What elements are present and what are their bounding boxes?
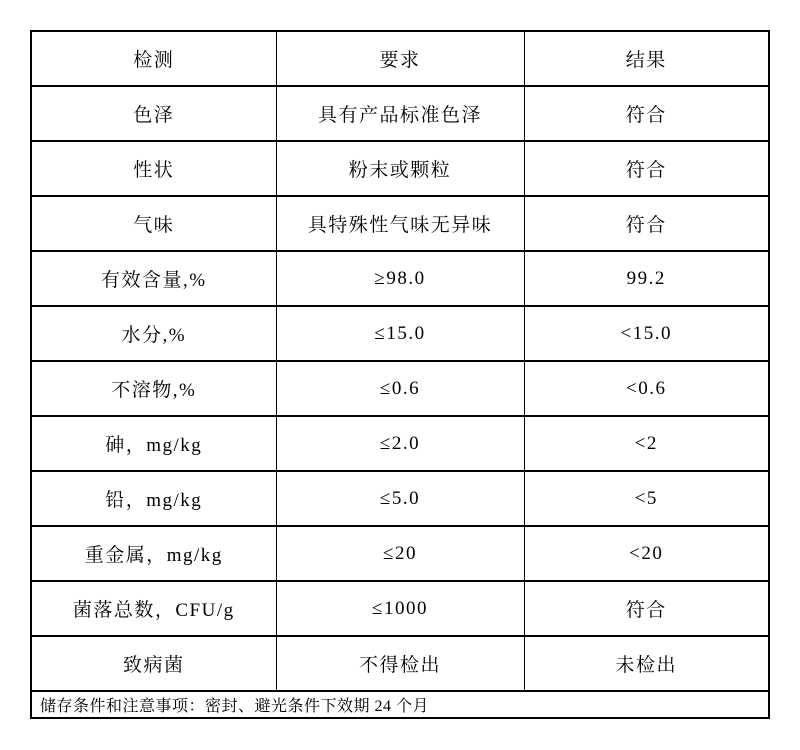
test-item-cell: 菌落总数，CFU/g [31, 581, 276, 636]
test-item-cell: 有效含量,% [31, 251, 276, 306]
requirement-cell: 具有产品标准色泽 [276, 86, 524, 141]
result-cell: 符合 [524, 581, 769, 636]
result-cell: <20 [524, 526, 769, 581]
table-row [31, 306, 769, 361]
result-cell: <0.6 [524, 361, 769, 416]
table-row [31, 471, 769, 526]
test-item-cell: 性状 [31, 141, 276, 196]
requirement-cell: 具特殊性气味无异味 [276, 196, 524, 251]
test-item-cell: 重金属，mg/kg [31, 526, 276, 581]
test-item-cell: 不溶物,% [31, 361, 276, 416]
requirement-cell: ≤15.0 [276, 306, 524, 361]
requirement-cell: ≤2.0 [276, 416, 524, 471]
test-item-cell: 致病菌 [31, 636, 276, 691]
result-cell: 未检出 [524, 636, 769, 691]
header-row [31, 31, 769, 86]
result-cell: 符合 [524, 141, 769, 196]
result-cell: <5 [524, 471, 769, 526]
result-cell: 符合 [524, 86, 769, 141]
requirement-cell: ≤5.0 [276, 471, 524, 526]
header-requirement: 要求 [276, 31, 524, 86]
table-row [31, 141, 769, 196]
requirement-cell: ≤0.6 [276, 361, 524, 416]
table-body [31, 86, 769, 691]
result-cell: <2 [524, 416, 769, 471]
result-cell: 符合 [524, 196, 769, 251]
table-row [31, 636, 769, 691]
inspection-table [30, 30, 770, 719]
requirement-cell: ≥98.0 [276, 251, 524, 306]
test-item-cell: 砷，mg/kg [31, 416, 276, 471]
requirement-cell: 不得检出 [276, 636, 524, 691]
result-cell: 99.2 [524, 251, 769, 306]
test-item-cell: 水分,% [31, 306, 276, 361]
table-row [31, 196, 769, 251]
test-item-cell: 铅，mg/kg [31, 471, 276, 526]
header-test: 检测 [31, 31, 276, 86]
table-row [31, 86, 769, 141]
table-row [31, 251, 769, 306]
result-cell: <15.0 [524, 306, 769, 361]
table-row [31, 416, 769, 471]
document-page [30, 30, 770, 719]
footer-row [31, 691, 769, 718]
header-result: 结果 [524, 31, 769, 86]
table-row [31, 581, 769, 636]
requirement-cell: ≤1000 [276, 581, 524, 636]
test-item-cell: 色泽 [31, 86, 276, 141]
requirement-cell: ≤20 [276, 526, 524, 581]
test-item-cell: 气味 [31, 196, 276, 251]
table-row [31, 361, 769, 416]
storage-note: 储存条件和注意事项：密封、避光条件下效期 24 个月 [31, 691, 769, 718]
table-row [31, 526, 769, 581]
requirement-cell: 粉末或颗粒 [276, 141, 524, 196]
